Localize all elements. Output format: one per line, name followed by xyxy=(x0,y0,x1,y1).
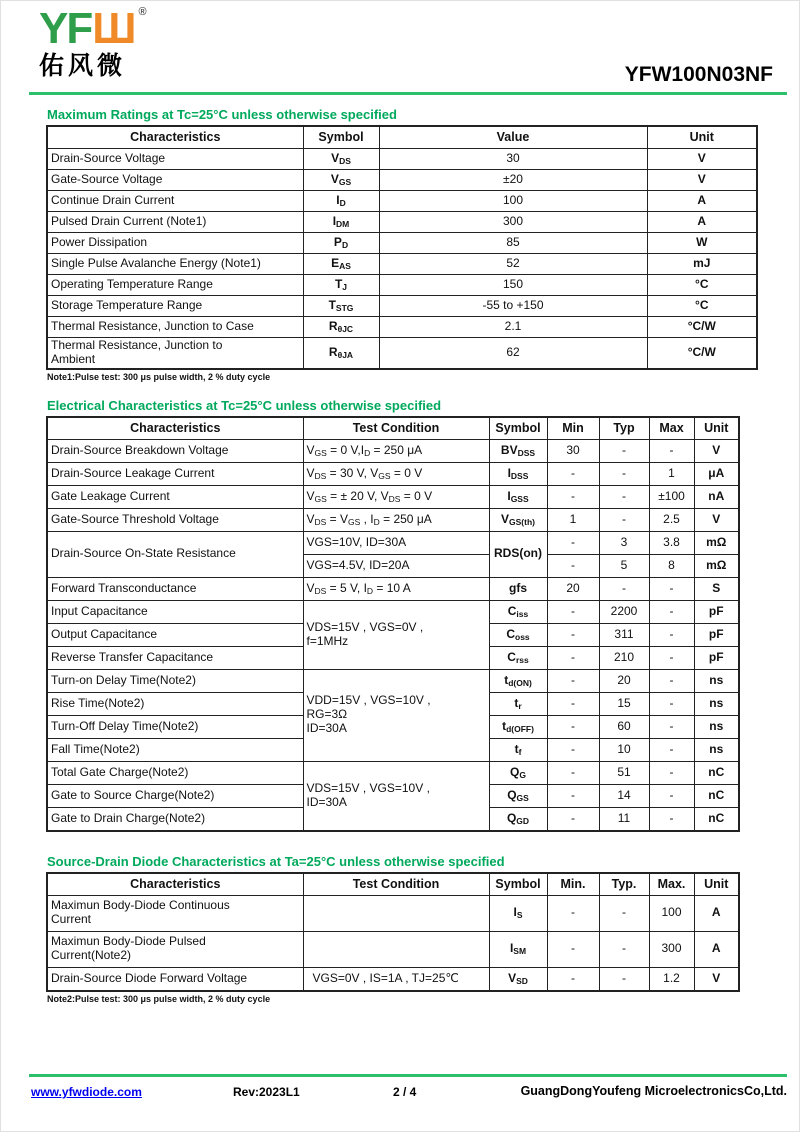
table-cell: - xyxy=(649,600,694,623)
table-cell: - xyxy=(599,931,649,967)
logo-w-icon: Ш xyxy=(92,4,137,53)
table-cell: - xyxy=(547,623,599,646)
table-row xyxy=(47,531,739,554)
table-cell: - xyxy=(599,485,649,508)
table-cell: pF xyxy=(694,600,739,623)
table-cell: - xyxy=(649,761,694,784)
table-cell: VDD=15V , VGS=10V , RG=3Ω ID=30A xyxy=(303,669,489,761)
table-cell: $t_f$ xyxy=(489,738,547,761)
table-row xyxy=(47,439,739,462)
column-header: Characteristics xyxy=(47,417,303,440)
table-cell: Turn-Off Delay Time(Note2) xyxy=(47,715,303,738)
column-header: Unit xyxy=(647,126,757,149)
table-cell: ±20 xyxy=(379,170,647,191)
table-cell: VGS=4.5V, ID=20A xyxy=(303,554,489,577)
table-cell: pF xyxy=(694,623,739,646)
note1-text: Note1:Pulse test: 300 μs pulse width, 2 % duty cycle xyxy=(47,371,271,382)
column-header: Characteristics xyxy=(47,126,303,149)
table-cell: -55 to +150 xyxy=(379,296,647,317)
column-header: Typ. xyxy=(599,873,649,896)
table-cell: ns xyxy=(694,669,739,692)
table-cell: - xyxy=(547,738,599,761)
table-cell: nC xyxy=(694,784,739,807)
table-cell: V xyxy=(647,149,757,170)
header-row xyxy=(47,873,739,896)
logo-chinese-name: 佑风微 xyxy=(39,52,127,80)
table-cell: $T_{STG}$ xyxy=(303,296,379,317)
table-cell: Output Capacitance xyxy=(47,623,303,646)
table-cell: - xyxy=(547,807,599,831)
table-cell: 10 xyxy=(599,738,649,761)
table-cell: 30 xyxy=(379,149,647,170)
table-cell: Fall Time(Note2) xyxy=(47,738,303,761)
company-name: GuangDongYoufeng MicroelectronicsCo,Ltd. xyxy=(520,1084,787,1098)
table-cell: Thermal Resistance, Junction to Ambient xyxy=(47,338,303,369)
table-cell: - xyxy=(547,692,599,715)
table-cell: $R_{\theta JC}$ xyxy=(303,317,379,338)
table-cell: 2.5 xyxy=(649,508,694,531)
table-cell: Maximun Body-Diode Continuous Current xyxy=(47,895,303,931)
table-cell: ns xyxy=(694,692,739,715)
table-cell: ns xyxy=(694,715,739,738)
column-header: Max. xyxy=(649,873,694,896)
table-cell: 2200 xyxy=(599,600,649,623)
table-cell: - xyxy=(547,715,599,738)
max-ratings-table xyxy=(46,125,758,370)
table-cell: Gate to Drain Charge(Note2) xyxy=(47,807,303,831)
table-cell: - xyxy=(547,646,599,669)
table-cell: °C xyxy=(647,296,757,317)
table-cell: Power Dissipation xyxy=(47,233,303,254)
table-cell: - xyxy=(649,807,694,831)
table-cell: W xyxy=(647,233,757,254)
table-cell: $V_{GS}$ = ± 20 V, $V_{DS} = 0$ V xyxy=(303,485,489,508)
table-cell: $BV_{DSS}$ xyxy=(489,439,547,462)
logo-wordmark xyxy=(39,4,147,53)
table-cell: - xyxy=(547,761,599,784)
table-row xyxy=(47,761,739,784)
table-cell: 52 xyxy=(379,254,647,275)
table-cell: - xyxy=(599,508,649,531)
table-row xyxy=(47,600,739,623)
table-cell: $V_{GS} = 0$ $V,I_D = 250$ μA xyxy=(303,439,489,462)
table-cell: nC xyxy=(694,761,739,784)
table-cell: μA xyxy=(694,462,739,485)
table-cell: S xyxy=(694,577,739,600)
table-cell: 15 xyxy=(599,692,649,715)
table-row xyxy=(47,508,739,531)
table-cell: - xyxy=(599,439,649,462)
table-cell: $I_{DSS}$ xyxy=(489,462,547,485)
table-cell: $T_J$ xyxy=(303,275,379,296)
table-cell: Turn-on Delay Time(Note2) xyxy=(47,669,303,692)
table-cell: V xyxy=(694,439,739,462)
table-cell: - xyxy=(547,931,599,967)
column-header: Symbol xyxy=(303,126,379,149)
column-header: Min xyxy=(547,417,599,440)
header-row xyxy=(47,126,757,149)
table-cell: - xyxy=(547,967,599,991)
table-cell: $I_{GSS}$ xyxy=(489,485,547,508)
table-cell: $V_{GS(th)}$ xyxy=(489,508,547,531)
table-cell: V xyxy=(647,170,757,191)
column-header: Symbol xyxy=(489,417,547,440)
table-cell: - xyxy=(649,623,694,646)
table-cell: - xyxy=(599,895,649,931)
table-cell: gfs xyxy=(489,577,547,600)
table-row xyxy=(47,191,757,212)
company-logo xyxy=(39,4,147,80)
table-cell: - xyxy=(599,967,649,991)
table-cell: Single Pulse Avalanche Energy (Note1) xyxy=(47,254,303,275)
table-cell: ns xyxy=(694,738,739,761)
registered-trademark-icon: ® xyxy=(138,6,147,18)
table-cell: °C xyxy=(647,275,757,296)
table-cell: A xyxy=(647,212,757,233)
table-cell: Drain-Source Breakdown Voltage xyxy=(47,439,303,462)
table-cell: 20 xyxy=(547,577,599,600)
table-cell: 3.8 xyxy=(649,531,694,554)
table-cell: mJ xyxy=(647,254,757,275)
table-row xyxy=(47,485,739,508)
table-cell xyxy=(303,931,489,967)
column-header: Unit xyxy=(694,873,739,896)
table-cell: Gate to Source Charge(Note2) xyxy=(47,784,303,807)
column-header: Test Condition xyxy=(303,873,489,896)
table-cell: Drain-Source Diode Forward Voltage xyxy=(47,967,303,991)
max-ratings-title: Maximum Ratings at Tc=25°C unless otherwise specified xyxy=(47,107,397,122)
table-cell: Thermal Resistance, Junction to Case xyxy=(47,317,303,338)
table-cell: 300 xyxy=(649,931,694,967)
table-cell: - xyxy=(547,600,599,623)
table-row xyxy=(47,317,757,338)
table-cell: 8 xyxy=(649,554,694,577)
table-cell: Reverse Transfer Capacitance xyxy=(47,646,303,669)
table-cell: $C_{iss}$ xyxy=(489,600,547,623)
table-cell: A xyxy=(694,895,739,931)
table-cell: 85 xyxy=(379,233,647,254)
table-cell: 150 xyxy=(379,275,647,296)
table-cell: mΩ xyxy=(694,554,739,577)
note2-text: Note2:Pulse test: 300 μs pulse width, 2 % duty cycle xyxy=(47,993,271,1004)
column-header: Min. xyxy=(547,873,599,896)
table-cell: Drain-Source Voltage xyxy=(47,149,303,170)
table-cell: - xyxy=(649,577,694,600)
table-cell: - xyxy=(649,738,694,761)
part-number-title: YFW100N03NF xyxy=(624,63,773,86)
table-cell: - xyxy=(649,669,694,692)
table-cell: 100 xyxy=(379,191,647,212)
table-cell: 1.2 xyxy=(649,967,694,991)
revision-label: Rev:2023L1 xyxy=(233,1085,300,1099)
table-cell: $V_{DS} = 5$ V, $I_D = 10$ A xyxy=(303,577,489,600)
table-cell: Gate-Source Voltage xyxy=(47,170,303,191)
table-cell: Total Gate Charge(Note2) xyxy=(47,761,303,784)
table-row xyxy=(47,895,739,931)
table-cell: 60 xyxy=(599,715,649,738)
table-row xyxy=(47,931,739,967)
column-header: Symbol xyxy=(489,873,547,896)
table-cell: Drain-Source On-State Resistance xyxy=(47,531,303,577)
table-cell: V xyxy=(694,508,739,531)
table-cell: $V_{DS} = V_{GS}$ , $I_D = 250$ μA xyxy=(303,508,489,531)
table-row xyxy=(47,967,739,991)
table-cell: ±100 xyxy=(649,485,694,508)
table-cell: $C_{oss}$ xyxy=(489,623,547,646)
table-cell: pF xyxy=(694,646,739,669)
table-cell: 62 xyxy=(379,338,647,369)
logo-yf-text: YF xyxy=(39,4,92,53)
table-cell: Continue Drain Current xyxy=(47,191,303,212)
table-cell: $V_{GS}$ xyxy=(303,170,379,191)
table-row xyxy=(47,577,739,600)
table-cell: A xyxy=(694,931,739,967)
table-cell: 5 xyxy=(599,554,649,577)
table-cell: 51 xyxy=(599,761,649,784)
table-cell: - xyxy=(649,784,694,807)
table-cell: 100 xyxy=(649,895,694,931)
footer-divider xyxy=(29,1074,787,1077)
table-cell: - xyxy=(649,439,694,462)
table-cell: $I_{DM}$ xyxy=(303,212,379,233)
table-cell: $Q_G$ xyxy=(489,761,547,784)
table-cell: mΩ xyxy=(694,531,739,554)
table-cell: $R_{\theta JA}$ xyxy=(303,338,379,369)
table-cell: - xyxy=(547,784,599,807)
table-cell: - xyxy=(547,462,599,485)
column-header: Characteristics xyxy=(47,873,303,896)
table-row xyxy=(47,149,757,170)
table-cell: Forward Transconductance xyxy=(47,577,303,600)
table-cell: VDS=15V , VGS=0V , f=1MHz xyxy=(303,600,489,669)
table-cell: $t_{d(OFF)}$ xyxy=(489,715,547,738)
table-row xyxy=(47,170,757,191)
table-cell: - xyxy=(649,646,694,669)
table-cell: 2.1 xyxy=(379,317,647,338)
electrical-table xyxy=(46,416,740,832)
table-cell: - xyxy=(547,895,599,931)
table-cell: - xyxy=(547,554,599,577)
table-cell: 30 xyxy=(547,439,599,462)
column-header: Test Condition xyxy=(303,417,489,440)
table-cell: 20 xyxy=(599,669,649,692)
table-cell: Pulsed Drain Current (Note1) xyxy=(47,212,303,233)
table-row xyxy=(47,338,757,369)
table-cell: $I_S$ xyxy=(489,895,547,931)
table-cell: 11 xyxy=(599,807,649,831)
table-cell: $E_{AS}$ xyxy=(303,254,379,275)
table-cell xyxy=(303,895,489,931)
table-cell: $V_{DS}$ xyxy=(303,149,379,170)
website-link[interactable]: www.yfwdiode.com xyxy=(31,1085,142,1099)
table-cell: Operating Temperature Range xyxy=(47,275,303,296)
table-row xyxy=(47,254,757,275)
diode-table xyxy=(46,872,740,992)
table-cell: - xyxy=(649,715,694,738)
header-row xyxy=(47,417,739,440)
table-cell: $C_{rss}$ xyxy=(489,646,547,669)
column-header: Max xyxy=(649,417,694,440)
table-row xyxy=(47,296,757,317)
table-cell: Gate Leakage Current xyxy=(47,485,303,508)
table-cell: Input Capacitance xyxy=(47,600,303,623)
table-row xyxy=(47,669,739,692)
table-cell: Storage Temperature Range xyxy=(47,296,303,317)
table-cell: 14 xyxy=(599,784,649,807)
diode-title: Source-Drain Diode Characteristics at Ta=25°C unless otherwise specified xyxy=(47,853,505,869)
table-row xyxy=(47,462,739,485)
table-cell: 3 xyxy=(599,531,649,554)
column-header: Unit xyxy=(694,417,739,440)
table-cell: $t_r$ xyxy=(489,692,547,715)
table-cell: - xyxy=(649,692,694,715)
table-cell: VGS=10V, ID=30A xyxy=(303,531,489,554)
column-header: Typ xyxy=(599,417,649,440)
table-cell: $I_{SM}$ xyxy=(489,931,547,967)
table-cell: - xyxy=(547,669,599,692)
table-cell: nA xyxy=(694,485,739,508)
table-row xyxy=(47,212,757,233)
table-cell: $Q_{GS}$ xyxy=(489,784,547,807)
table-cell: 300 xyxy=(379,212,647,233)
table-cell: 1 xyxy=(547,508,599,531)
table-cell: $I_D$ xyxy=(303,191,379,212)
page-number: 2 / 4 xyxy=(393,1085,417,1099)
table-cell: V xyxy=(694,967,739,991)
table-cell: $V_{DS} = 30$ V, $V_{GS} = 0$ V xyxy=(303,462,489,485)
table-cell: VGS=0V , IS=1A , TJ=25℃ xyxy=(303,967,489,991)
table-row xyxy=(47,275,757,296)
table-cell: 311 xyxy=(599,623,649,646)
table-cell: 210 xyxy=(599,646,649,669)
table-cell: VDS=15V , VGS=10V , ID=30A xyxy=(303,761,489,831)
table-cell: - xyxy=(547,485,599,508)
table-cell: °C/W xyxy=(647,338,757,369)
table-cell: Rise Time(Note2) xyxy=(47,692,303,715)
table-cell: $t_{d(ON)}$ xyxy=(489,669,547,692)
table-cell: - xyxy=(599,462,649,485)
header-divider xyxy=(29,92,787,95)
table-cell: Drain-Source Leakage Current xyxy=(47,462,303,485)
table-cell: - xyxy=(547,531,599,554)
table-cell: $Q_{GD}$ xyxy=(489,807,547,831)
table-cell: 1 xyxy=(649,462,694,485)
table-cell: - xyxy=(599,577,649,600)
table-cell: nC xyxy=(694,807,739,831)
table-cell: RDS(on) xyxy=(489,531,547,577)
column-header: Value xyxy=(379,126,647,149)
page-content xyxy=(46,99,758,1004)
table-cell: °C/W xyxy=(647,317,757,338)
table-cell: $P_D$ xyxy=(303,233,379,254)
table-cell: Gate-Source Threshold Voltage xyxy=(47,508,303,531)
table-cell: A xyxy=(647,191,757,212)
table-cell: $V_{SD}$ xyxy=(489,967,547,991)
electrical-title: Electrical Characteristics at Tc=25°C unless otherwise specified xyxy=(47,397,442,413)
table-cell: Maximun Body-Diode Pulsed Current(Note2) xyxy=(47,931,303,967)
table-row xyxy=(47,233,757,254)
